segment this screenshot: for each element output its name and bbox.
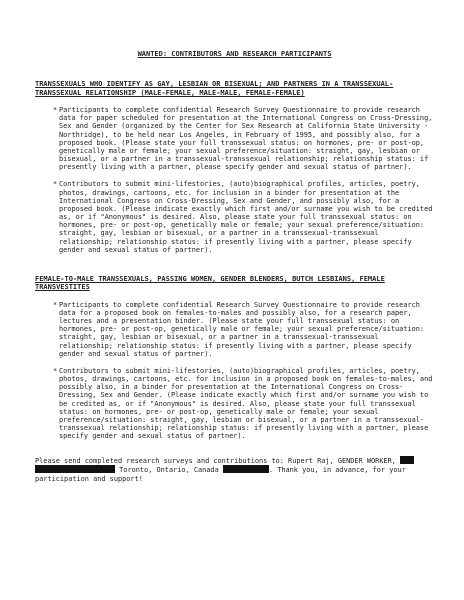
section-2-item-2 [35, 367, 434, 440]
page-title: WANTED: CONTRIBUTORS AND RESEARCH PARTICIPANTS [137, 50, 332, 58]
section-1-item-1 [35, 106, 434, 171]
contact-footer [35, 456, 434, 482]
footer-text-2: Toronto, Ontario, Canada [119, 466, 219, 475]
section-2-item-2-text: Contributors to submit mini-lifestories, (auto)biographical profiles, articles, poetry, photos, drawings, cartoons, etc. for inclusion in a proposed book on females-to-males, and possibly also, in a binder for presentation at the International Congress on Cross-Dressing, Sex and Gender. (Please indicate exactly which first and/or surname you wish to be credited as, or if "Anonymous" is desired. Also, please state your full transsexual status: on hormones, pre- or post-op, genetically male or female; your sexual preference/situation: straight, gay, lesbian or bisexual, or a partner in a transsexual-transsexual relationship; relationship status: if presently living with a partner, please specify gender and sexual status of partner). [59, 366, 433, 441]
redaction-box [400, 456, 414, 464]
section-1-item-1-text: Participants to complete confidential Research Survey Questionnaire to provide research data for paper scheduled for presentation at the International Congress on Cross-Dressing, Sex and Gender (organized by the Center for Sex Research at California State University - Northridge), to be held near Los Angeles, in February of 1995, and possibly also, for a proposed book. (Please state your full transsexual status: on hormones, pre- or post-op, genetically male or female; your sexual preference/situation: straight, gay, lesbian or bisexual, or a partner in a transsexual-transsexual relationship; relationship status: if presently living with a partner, please specify gender and sexual status of partner). [59, 106, 433, 172]
bullet-asterisk: * [53, 180, 58, 189]
redaction-box [35, 465, 115, 473]
redaction-box [223, 465, 269, 473]
bullet-asterisk: * [53, 300, 58, 309]
section-2-item-1-text: Participants to complete confidential Research Survey Questionnaire to provide research data for a proposed book on females-to-males and possibly also, for a research paper, lectures and a presentation binder. (Please state your full transsexual status: on hormones, pre- or post-op, genetically male or female; your sexual preference/situation: straight, gay, lesbian or bisexual, or a partner in a transsexual-transsexual relationship; relationship status: if presently living with a partner, please specify gender and sexual status of partner). [59, 300, 425, 358]
footer-text-1: Please send completed research surveys and contributions to: Rupert Raj, GENDER WORKER, [35, 457, 396, 466]
bullet-asterisk: * [53, 366, 58, 375]
section-1-item-2 [35, 180, 434, 253]
section-2-heading: FEMALE-TO-MALE TRANSSEXUALS, PASSING WOMEN, GENDER BLENDERS, BUTCH LESBIANS, FEMALE TRANSVESTITES [35, 274, 385, 292]
section-1-item-2-text: Contributors to submit mini-lifestories, (auto)biographical profiles, articles, poetry, photos, drawings, cartoons, etc. for inclusion in a binder for presentation at the International Congress on Cross-Dressing, Sex and Gender, and possibly also, for a proposed book. (Please indicate exactly which first and/or surname you wish to be credited as, or if "Anonymous" is desired. Also, please state your full transsexual status: on hormones, pre- or post-op, genetically male or female; your sexual preference/situation: straight, gay, lesbian or bisexual, or a partner in a transsexual-transsexual relationship; relationship status: if presently living with a partner, please specify gender and sexual status of partner). [59, 180, 433, 254]
section-2-item-1 [35, 301, 434, 358]
section-1-heading: TRANSSEXUALS WHO IDENTIFY AS GAY, LESBIAN OR BISEXUAL; AND PARTNERS IN A TRANSSEXUAL-TRANSSEXUAL RELATIONSHIP (MALE-FEMALE, MALE-MALE, FEMALE-FEMALE) [35, 80, 394, 97]
bullet-asterisk: * [53, 106, 58, 115]
footer-text-3: . Thank you, in advance, for your participation and support! [35, 466, 406, 483]
